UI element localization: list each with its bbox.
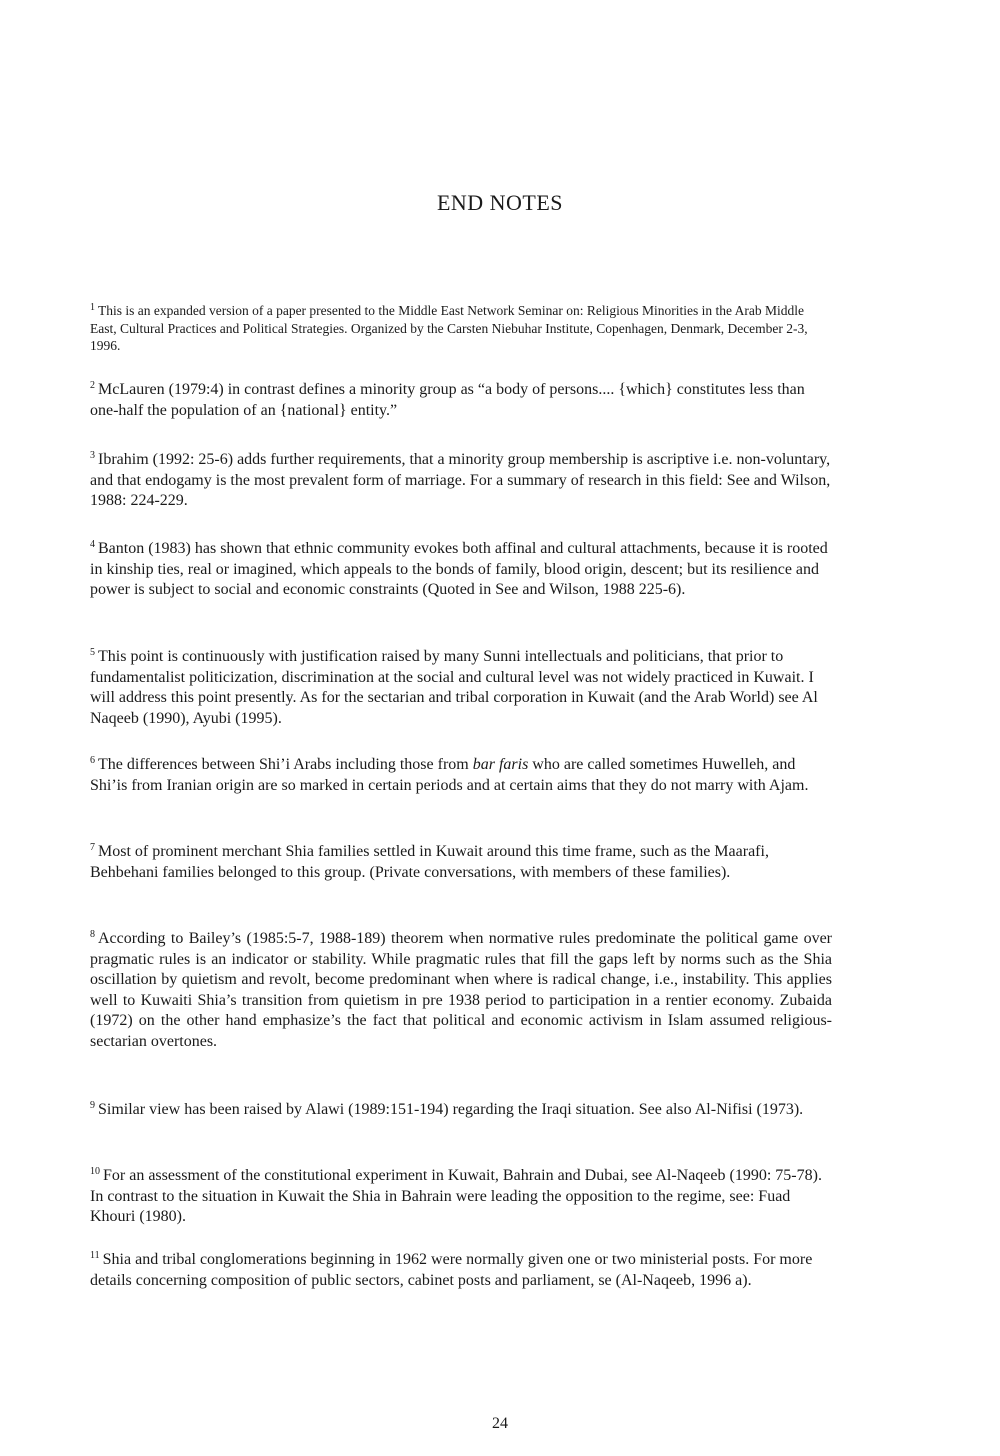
endnote-text: This point is continuously with justification raised by many Sunni intellectuals and politicians, that prior to fundamentalist politicization, discrimination at the social and cultural level was not widely practiced in Kuwait. I will address this point presently. As for the sectarian and tribal corporation in Kuwait (and the Arab World) see Al Naqeeb (1990), Ayubi (1995). <box>90 648 818 727</box>
endnote-text: who are called sometimes Huwelleh, and Shi’is from Iranian origin are so marked in certain periods and at certain aims that they do not marry with Ajam. <box>90 756 809 794</box>
endnote-9 <box>90 1100 832 1121</box>
endnote-text: This is an expanded version of a paper presented to the Middle East Network Seminar on: Religious Minorities in the Arab Middle East, Cultural Practices and Political Strategies. Organized by the Carsten Niebuhar Institute, Copenhagen, Denmark, December 2-3, 1996. <box>90 303 808 353</box>
endnote-number: 6 <box>90 754 95 766</box>
endnote-4 <box>90 539 832 601</box>
endnote-7 <box>90 842 832 883</box>
endnote-text: Most of prominent merchant Shia families settled in Kuwait around this time frame, such as the Maarafi, Behbehani families belonged to this group. (Private conversations, with members of these families). <box>90 843 769 881</box>
endnote-number: 8 <box>90 928 95 940</box>
endnote-number: 1 <box>90 301 95 313</box>
endnote-text: McLauren (1979:4) in contrast defines a minority group as “a body of persons.... {which} constitutes less than one-half the population of an {national} entity.” <box>90 381 805 419</box>
endnote-number: 10 <box>90 1165 100 1177</box>
endnote-italic-term: bar faris <box>472 756 529 773</box>
page-title: END NOTES <box>436 190 564 215</box>
endnote-6 <box>90 755 832 796</box>
endnote-number: 5 <box>90 646 95 658</box>
endnote-text: Similar view has been raised by Alawi (1989:151-194) regarding the Iraqi situation. See also Al-Nifisi (1973). <box>98 1101 804 1118</box>
endnote-number: 11 <box>90 1249 100 1261</box>
endnote-2 <box>90 380 832 421</box>
endnote-number: 4 <box>90 538 95 550</box>
endnote-number: 7 <box>90 841 95 853</box>
endnote-number: 9 <box>90 1099 95 1111</box>
endnote-number: 2 <box>90 379 95 391</box>
endnote-text: Ibrahim (1992: 25-6) adds further requirements, that a minority group membership is ascriptive i.e. non-voluntary, and that endogamy is the most prevalent form of marriage. For a summary of research in this field: See and Wilson, 1988: 224-229. <box>90 451 831 509</box>
endnote-text: Banton (1983) has shown that ethnic community evokes both affinal and cultural attachments, because it is rooted in kinship ties, real or imagined, which appeals to the bonds of family, blood origin, descent; but its resilience and power is subject to social and economic constraints (Quoted in See and Wilson, 1988 225-6). <box>90 540 828 598</box>
endnote-text: Shia and tribal conglomerations beginning in 1962 were normally given one or two ministerial posts. For more details concerning composition of public sectors, cabinet posts and parliament, se (Al-Naqeeb, 1996 a). <box>90 1251 813 1289</box>
endnote-text: For an assessment of the constitutional experiment in Kuwait, Bahrain and Dubai, see Al-Naqeeb (1990: 75-78). In contrast to the situation in Kuwait the Shia in Bahrain were leading the opposition to the regime, see: Fuad Khouri (1980). <box>90 1167 822 1225</box>
endnote-text: The differences between Shi’i Arabs including those from <box>98 756 473 773</box>
endnote-5 <box>90 647 832 729</box>
endnote-number: 3 <box>90 449 95 461</box>
endnote-1 <box>90 302 832 355</box>
endnote-11 <box>90 1250 832 1291</box>
endnote-8 <box>90 929 832 1052</box>
endnote-10 <box>90 1166 832 1228</box>
endnote-text: According to Bailey’s (1985:5-7, 1988-189) theorem when normative rules predominate the political game over pragmatic rules is an indicator or stability. While pragmatic rules that fill the gaps left by norms such as the Shia oscillation by quietism and revolt, become predominant when where is radical change, i.e., instability. This applies well to Kuwaiti Shia’s transition from quietism in pre 1938 period to participation in a rentier economy. Zubaida (1972) on the other hand emphasize’s the fact that political and economic activism in Islam assumed religious-sectarian overtones. <box>90 930 832 1050</box>
endnote-3 <box>90 450 832 512</box>
page-number: 24 <box>492 1415 508 1432</box>
